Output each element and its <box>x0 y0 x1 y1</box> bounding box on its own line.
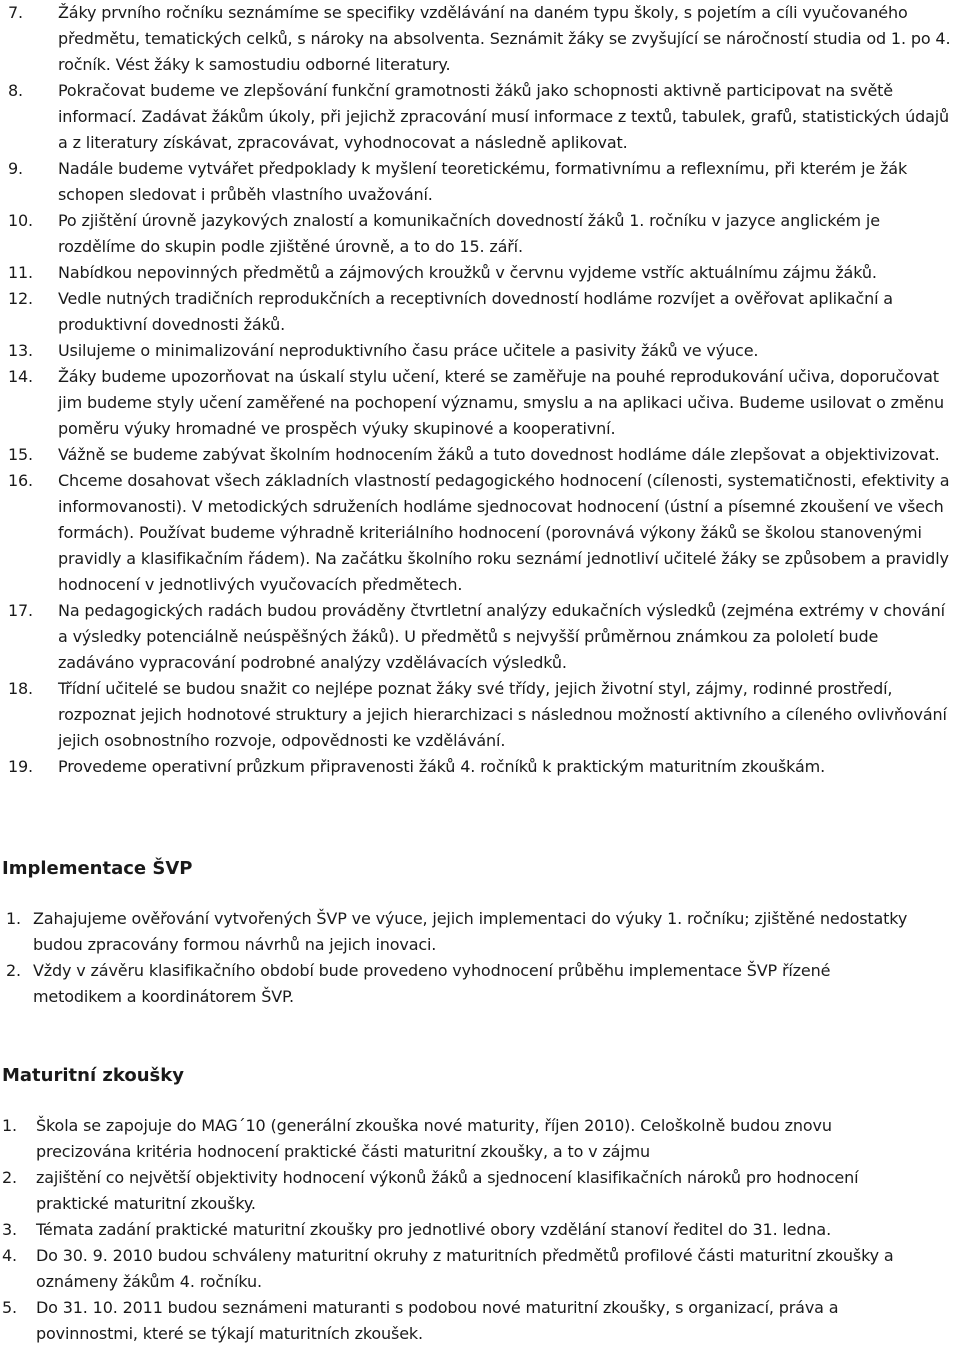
item-number: 1. <box>6 909 21 928</box>
numbered-list-maturitni <box>0 1113 960 1347</box>
item-number: 9. <box>8 159 23 178</box>
list-item <box>0 1295 960 1347</box>
item-text: Do 30. 9. 2010 budou schváleny maturitní okruhy z maturitních předmětů profilové části maturitní zkoušky a oznámeny žákům 4. ročníku. <box>36 1246 894 1291</box>
item-number: 3. <box>2 1220 17 1239</box>
item-number: 18. <box>8 679 33 698</box>
list-item <box>0 1165 960 1217</box>
item-text: Chceme dosahovat všech základních vlastností pedagogického hodnocení (cílenosti, systematičnosti, efektivity a informovanosti). V metodických sdruženích hodláme sjednocovat hodnocení (ústní a písemné zkoušení ve všech formách). Používat budeme výhradně kriteriálního hodnocení (porovnává výkony žáků se školou stanovenými pravidly a klasifikačním řádem). Na začátku školního roku seznámí jednotliví učitelé žáky se způsobem a pravidly hodnocení v jednotlivých vyučovacích předmětech. <box>58 471 950 594</box>
list-item <box>0 1217 960 1243</box>
item-text: Žáky budeme upozorňovat na úskalí stylu učení, které se zaměřuje na pouhé reprodukování učiva, doporučovat jim budeme styly učení zaměřené na pochopení významu, smyslu a na aplikaci učiva. Budeme usilovat o změnu poměru výuky hromadné ve prospěch výuky skupinové a kooperativní. <box>58 367 945 438</box>
item-number: 2. <box>2 1168 17 1187</box>
list-item <box>0 1113 960 1165</box>
list-item <box>0 156 960 208</box>
list-item <box>0 442 960 468</box>
item-text: Třídní učitelé se budou snažit co nejlépe poznat žáky své třídy, jejich životní styl, zájmy, rodinné prostředí, rozpoznat jejich hodnotové struktury a jejich hierarchizaci s následnou možností aktivního a cíleného ovlivňování jejich osobnostního rozvoje, odpovědnosti ke vzdělávání. <box>58 679 947 750</box>
item-number: 19. <box>8 757 33 776</box>
item-number: 17. <box>8 601 33 620</box>
item-text: Nabídkou nepovinných předmětů a zájmových kroužků v červnu vyjdeme vstříc aktuálnímu zájmu žáků. <box>58 263 877 282</box>
item-text: Témata zadání praktické maturitní zkoušky pro jednotlivé obory vzdělání stanoví ředitel do 31. ledna. <box>36 1220 832 1239</box>
item-text: zajištění co největší objektivity hodnocení výkonů žáků a sjednocení klasifikačních nároků pro hodnocení praktické maturitní zkoušky. <box>36 1168 859 1213</box>
item-text: Provedeme operativní průzkum připravenosti žáků 4. ročníků k praktickým maturitním zkouškám. <box>58 757 826 776</box>
item-number: 14. <box>8 367 33 386</box>
list-item <box>0 906 960 958</box>
item-text: Vedle nutných tradičních reprodukčních a receptivních dovedností hodláme rozvíjet a ověřovat aplikační a produktivní dovednosti žáků. <box>58 289 893 334</box>
item-text: Po zjištění úrovně jazykových znalostí a komunikačních dovedností žáků 1. ročníku v jazyce anglickém je rozdělíme do skupin podle zjištěné úrovně, a to do 15. září. <box>58 211 880 256</box>
list-item <box>0 260 960 286</box>
list-item <box>0 1243 960 1295</box>
item-number: 4. <box>2 1246 17 1265</box>
list-item <box>0 364 960 442</box>
list-item <box>0 468 960 598</box>
item-number: 13. <box>8 341 33 360</box>
list-item <box>0 676 960 754</box>
list-item <box>0 78 960 156</box>
item-text: Nadále budeme vytvářet předpoklady k myšlení teoretickému, formativnímu a reflexnímu, při kterém je žák schopen sledovat i průběh vlastního uvažování. <box>58 159 908 204</box>
item-number: 1. <box>2 1116 17 1135</box>
list-item <box>0 0 960 78</box>
list-item <box>0 754 960 780</box>
item-text: Do 31. 10. 2011 budou seznámeni maturanti s podobou nové maturitní zkoušky, s organizací, práva a povinnostmi, které se týkají maturitních zkoušek. <box>36 1298 839 1343</box>
item-number: 15. <box>8 445 33 464</box>
item-number: 7. <box>8 3 23 22</box>
list-item <box>0 286 960 338</box>
numbered-list-implementace <box>0 906 960 1010</box>
item-text: Vždy v závěru klasifikačního období bude provedeno vyhodnocení průběhu implementace ŠVP řízené metodikem a koordinátorem ŠVP. <box>33 961 831 1006</box>
item-number: 8. <box>8 81 23 100</box>
list-item <box>0 598 960 676</box>
item-text: Škola se zapojuje do MAG´10 (generální zkouška nové maturity, říjen 2010). Celoškolně budou znovu precizována kritéria hodnocení praktické části maturitní zkoušky, a to v zájmu <box>36 1116 832 1161</box>
list-item <box>0 208 960 260</box>
item-text: Vážně se budeme zabývat školním hodnocením žáků a tuto dovednost hodláme dále zlepšovat a objektivizovat. <box>58 445 940 464</box>
item-number: 11. <box>8 263 33 282</box>
item-number: 12. <box>8 289 33 308</box>
item-text: Žáky prvního ročníku seznámíme se specifiky vzdělávání na daném typu školy, s pojetím a cíli vyučovaného předmětu, tematických celků, s nároky na absolventa. Seznámit žáky se zvyšující se náročností studia od 1. po 4. ročník. Vést žáky k samostudiu odborné literatury. <box>58 3 951 74</box>
section-heading-maturitni: Maturitní zkoušky <box>2 1065 184 1086</box>
item-number: 10. <box>8 211 33 230</box>
item-text: Usilujeme o minimalizování neproduktivního času práce učitele a pasivity žáků ve výuce. <box>58 341 759 360</box>
section-heading-implementace: Implementace ŠVP <box>2 858 193 879</box>
item-number: 16. <box>8 471 33 490</box>
item-number: 2. <box>6 961 21 980</box>
list-item <box>0 958 960 1010</box>
item-text: Zahajujeme ověřování vytvořených ŠVP ve výuce, jejich implementaci do výuky 1. ročníku; zjištěné nedostatky budou zpracovány formou návrhů na jejich inovaci. <box>33 909 908 954</box>
item-text: Pokračovat budeme ve zlepšování funkční gramotnosti žáků jako schopnosti aktivně participovat na světě informací. Zadávat žákům úkoly, při jejichž zpracování musí informace z textů, tabulek, grafů, statistických údajů a z literatury získávat, zpracovávat, vyhodnocovat a následně aplikovat. <box>58 81 950 152</box>
list-item <box>0 338 960 364</box>
item-number: 5. <box>2 1298 17 1317</box>
item-text: Na pedagogických radách budou prováděny čtvrtletní analýzy edukačních výsledků (zejména extrémy v chování a výsledky potenciálně neúspěšných žáků). U předmětů s nejvyšší průměrnou známkou za pololetí bude zadáváno vypracování podrobné analýzy vzdělávacích výsledků. <box>58 601 945 672</box>
